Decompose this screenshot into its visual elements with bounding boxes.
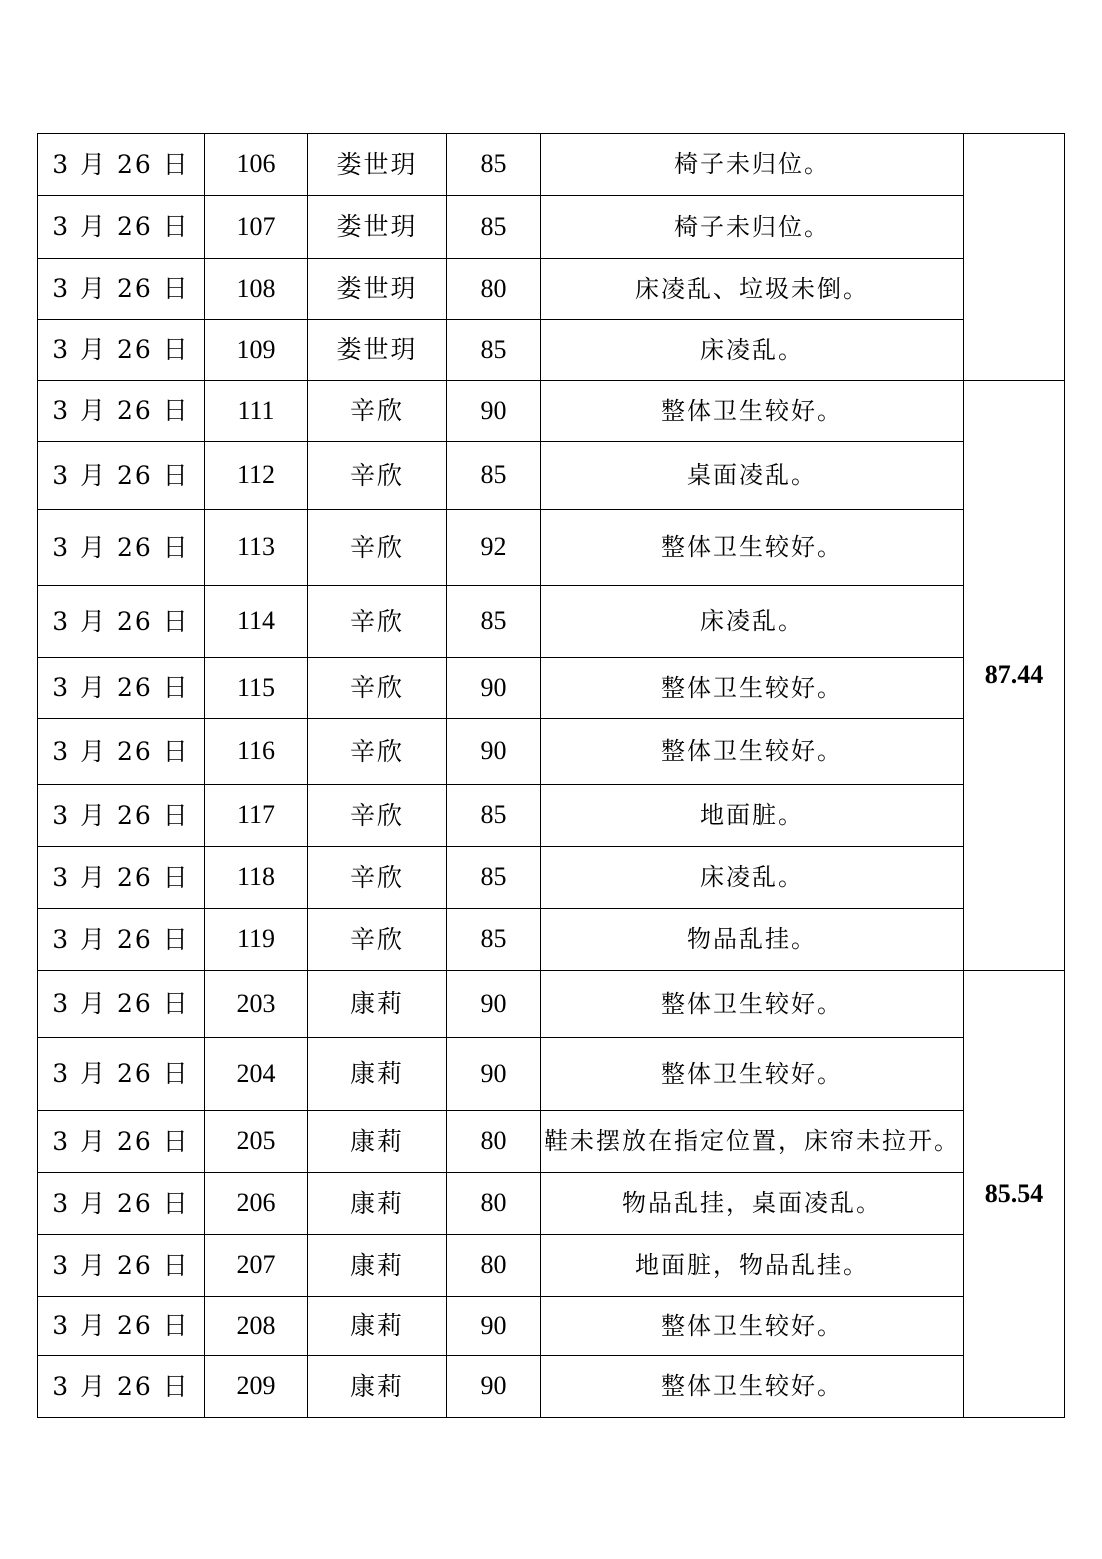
date-cell: 3 月 26 日: [38, 847, 205, 909]
inspector-name-cell: 辛欣: [308, 381, 447, 442]
date-cell: 3 月 26 日: [38, 134, 205, 196]
inspector-name-cell: 娄世玥: [308, 196, 447, 259]
date-cell: 3 月 26 日: [38, 658, 205, 719]
table-row: [38, 847, 1065, 909]
date-cell: 3 月 26 日: [38, 719, 205, 785]
table-row: [38, 1038, 1065, 1111]
inspector-name-cell: 康莉: [308, 971, 447, 1038]
group-average-score-cell: 85.54: [964, 971, 1065, 1418]
inspector-name-cell: 娄世玥: [308, 134, 447, 196]
score-cell: 92: [447, 510, 541, 586]
remark-cell: 地面脏，物品乱挂。: [541, 1235, 964, 1297]
table-row: [38, 658, 1065, 719]
table-row: [38, 719, 1065, 785]
room-number-cell: 109: [205, 320, 308, 381]
score-cell: 85: [447, 320, 541, 381]
remark-cell: 椅子未归位。: [541, 134, 964, 196]
score-cell: 85: [447, 909, 541, 971]
remark-cell: 床凌乱。: [541, 320, 964, 381]
inspector-name-cell: 娄世玥: [308, 259, 447, 320]
score-cell: 85: [447, 785, 541, 847]
score-cell: 80: [447, 1111, 541, 1173]
remark-cell: 整体卫生较好。: [541, 971, 964, 1038]
inspector-name-cell: 康莉: [308, 1173, 447, 1235]
score-cell: 85: [447, 442, 541, 510]
inspector-name-cell: 康莉: [308, 1297, 447, 1356]
group-average-score-cell: 87.44: [964, 381, 1065, 971]
remark-cell: 物品乱挂。: [541, 909, 964, 971]
score-cell: 85: [447, 586, 541, 658]
inspector-name-cell: 辛欣: [308, 586, 447, 658]
inspector-name-cell: 辛欣: [308, 719, 447, 785]
remark-cell: 物品乱挂，桌面凌乱。: [541, 1173, 964, 1235]
room-number-cell: 119: [205, 909, 308, 971]
score-cell: 90: [447, 658, 541, 719]
inspector-name-cell: 康莉: [308, 1111, 447, 1173]
table-row: [38, 510, 1065, 586]
score-cell: 85: [447, 847, 541, 909]
remark-cell: 床凌乱、垃圾未倒。: [541, 259, 964, 320]
date-cell: 3 月 26 日: [38, 259, 205, 320]
remark-cell: 整体卫生较好。: [541, 1038, 964, 1111]
table-row: [38, 442, 1065, 510]
room-number-cell: 106: [205, 134, 308, 196]
table-row: [38, 381, 1065, 442]
room-number-cell: 118: [205, 847, 308, 909]
inspector-name-cell: 辛欣: [308, 442, 447, 510]
score-cell: 90: [447, 1297, 541, 1356]
inspector-name-cell: 辛欣: [308, 785, 447, 847]
room-number-cell: 208: [205, 1297, 308, 1356]
room-number-cell: 203: [205, 971, 308, 1038]
remark-cell: 床凌乱。: [541, 847, 964, 909]
table-body: [38, 134, 1065, 1418]
room-number-cell: 112: [205, 442, 308, 510]
inspector-name-cell: 辛欣: [308, 847, 447, 909]
score-cell: 80: [447, 1173, 541, 1235]
score-cell: 80: [447, 1235, 541, 1297]
room-number-cell: 205: [205, 1111, 308, 1173]
remark-cell: 整体卫生较好。: [541, 1356, 964, 1418]
date-cell: 3 月 26 日: [38, 442, 205, 510]
inspection-table: [37, 133, 1065, 1418]
date-cell: 3 月 26 日: [38, 785, 205, 847]
date-cell: 3 月 26 日: [38, 586, 205, 658]
remark-cell: 整体卫生较好。: [541, 719, 964, 785]
date-cell: 3 月 26 日: [38, 1235, 205, 1297]
table-row: [38, 586, 1065, 658]
table-row: [38, 134, 1065, 196]
table-row: [38, 1235, 1065, 1297]
score-cell: 85: [447, 196, 541, 259]
table-row: [38, 1356, 1065, 1418]
table-row: [38, 971, 1065, 1038]
date-cell: 3 月 26 日: [38, 1111, 205, 1173]
date-cell: 3 月 26 日: [38, 1356, 205, 1418]
remark-cell: 整体卫生较好。: [541, 658, 964, 719]
table-row: [38, 1173, 1065, 1235]
remark-cell: 鞋未摆放在指定位置，床帘未拉开。: [541, 1111, 964, 1173]
remark-cell: 床凌乱。: [541, 586, 964, 658]
room-number-cell: 116: [205, 719, 308, 785]
score-cell: 90: [447, 719, 541, 785]
score-cell: 90: [447, 1356, 541, 1418]
date-cell: 3 月 26 日: [38, 909, 205, 971]
remark-cell: 整体卫生较好。: [541, 381, 964, 442]
table-row: [38, 196, 1065, 259]
group-average-score-cell: [964, 134, 1065, 381]
remark-cell: 椅子未归位。: [541, 196, 964, 259]
room-number-cell: 207: [205, 1235, 308, 1297]
room-number-cell: 204: [205, 1038, 308, 1111]
inspector-name-cell: 康莉: [308, 1235, 447, 1297]
room-number-cell: 107: [205, 196, 308, 259]
date-cell: 3 月 26 日: [38, 510, 205, 586]
score-cell: 90: [447, 381, 541, 442]
date-cell: 3 月 26 日: [38, 320, 205, 381]
table-row: [38, 1111, 1065, 1173]
inspector-name-cell: 康莉: [308, 1038, 447, 1111]
remark-cell: 整体卫生较好。: [541, 510, 964, 586]
remark-cell: 整体卫生较好。: [541, 1297, 964, 1356]
room-number-cell: 117: [205, 785, 308, 847]
remark-cell: 地面脏。: [541, 785, 964, 847]
room-number-cell: 209: [205, 1356, 308, 1418]
score-cell: 85: [447, 134, 541, 196]
score-cell: 90: [447, 1038, 541, 1111]
room-number-cell: 111: [205, 381, 308, 442]
date-cell: 3 月 26 日: [38, 1173, 205, 1235]
inspector-name-cell: 辛欣: [308, 658, 447, 719]
score-cell: 80: [447, 259, 541, 320]
room-number-cell: 113: [205, 510, 308, 586]
date-cell: 3 月 26 日: [38, 1038, 205, 1111]
table-row: [38, 785, 1065, 847]
remark-cell: 桌面凌乱。: [541, 442, 964, 510]
table-row: [38, 909, 1065, 971]
inspector-name-cell: 康莉: [308, 1356, 447, 1418]
date-cell: 3 月 26 日: [38, 971, 205, 1038]
room-number-cell: 114: [205, 586, 308, 658]
room-number-cell: 206: [205, 1173, 308, 1235]
table-row: [38, 1297, 1065, 1356]
room-number-cell: 108: [205, 259, 308, 320]
table-row: [38, 259, 1065, 320]
room-number-cell: 115: [205, 658, 308, 719]
date-cell: 3 月 26 日: [38, 1297, 205, 1356]
date-cell: 3 月 26 日: [38, 196, 205, 259]
date-cell: 3 月 26 日: [38, 381, 205, 442]
inspector-name-cell: 辛欣: [308, 510, 447, 586]
inspector-name-cell: 辛欣: [308, 909, 447, 971]
score-cell: 90: [447, 971, 541, 1038]
table-row: [38, 320, 1065, 381]
inspector-name-cell: 娄世玥: [308, 320, 447, 381]
